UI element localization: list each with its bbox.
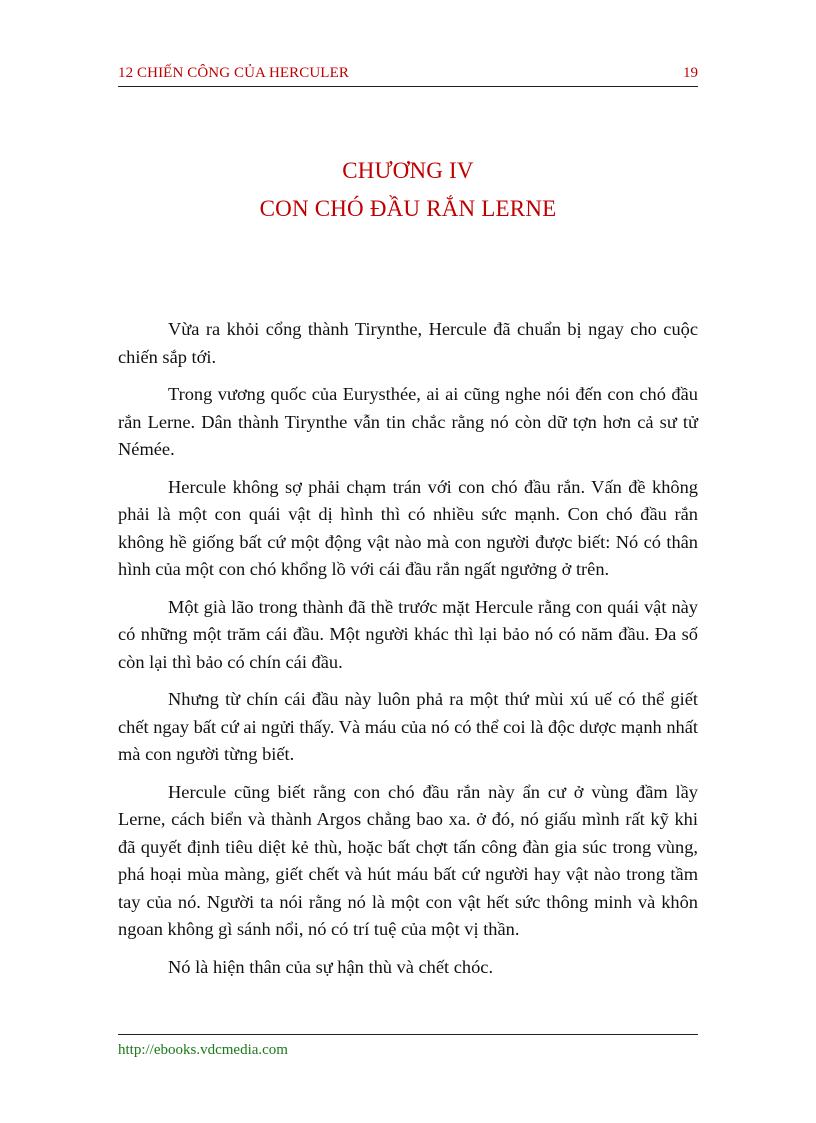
paragraph: Hercule cũng biết rằng con chó đầu rắn này ẩn cư ở vùng đầm lầy Lerne, cách biển và thành Argos chẳng bao xa. ở đó, nó giấu mình rất kỹ khi đã quyết định tiêu diệt kẻ thù, hoặc bất chợt tấn công đàn gia súc trong vùng, phá hoại mùa màng, giết chết và hút máu bất cứ người hay vật nào trong tầm tay của nó. Người ta nói rằng nó là một con vật hết sức thông minh và khôn ngoan không gì sánh nổi, nó có trí tuệ của một vị thần. <box>118 781 698 939</box>
paragraph: Nhưng từ chín cái đầu này luôn phả ra một thứ mùi xú uế có thể giết chết ngay bất cứ ai ngửi thấy. Và máu của nó có thể coi là độc dược mạnh nhất mà con người từng biết. <box>118 689 698 764</box>
footer-link[interactable]: http://ebooks.vdcmedia.com <box>118 1042 288 1058</box>
page-header <box>118 62 698 87</box>
chapter-number: CHƯƠNG IV <box>342 158 474 183</box>
paragraph: Trong vương quốc của Eurysthée, ai ai cũng nghe nói đến con chó đầu rắn Lerne. Dân thành Tirynthe vẫn tin chắc rằng nó còn dữ tợn hơn cả sư tử Némée. <box>118 384 698 459</box>
paragraph: Một già lão trong thành đã thề trước mặt Hercule rằng con quái vật này có những một trăm cái đầu. Một người khác thì lại bảo nó có năm đầu. Đa số còn lại thì bảo có chín cái đầu. <box>118 596 698 672</box>
page-number: 19 <box>683 65 698 81</box>
footer-divider <box>118 1034 698 1035</box>
paragraph: Vừa ra khỏi cổng thành Tirynthe, Hercule đã chuẩn bị ngay cho cuộc chiến sắp tới. <box>118 319 698 367</box>
paragraph: Nó là hiện thân của sự hận thù và chết chóc. <box>168 956 494 977</box>
chapter-body <box>118 316 698 991</box>
paragraph: Hercule không sợ phải chạm trán với con chó đầu rắn. Vấn đề không phải là một con quái vật dị hình thì có nhiều sức mạnh. Con chó đầu rắn không hề giống bất cứ một động vật nào mà con người được biết: Nó có thân hình của một con chó khổng lồ với cái đầu rắn ngất ngưởng ở trên. <box>118 476 698 579</box>
book-title: 12 CHIẾN CÔNG CỦA HERCULER <box>118 65 349 81</box>
chapter-title: CON CHÓ ĐẦU RẮN LERNE <box>259 196 557 221</box>
